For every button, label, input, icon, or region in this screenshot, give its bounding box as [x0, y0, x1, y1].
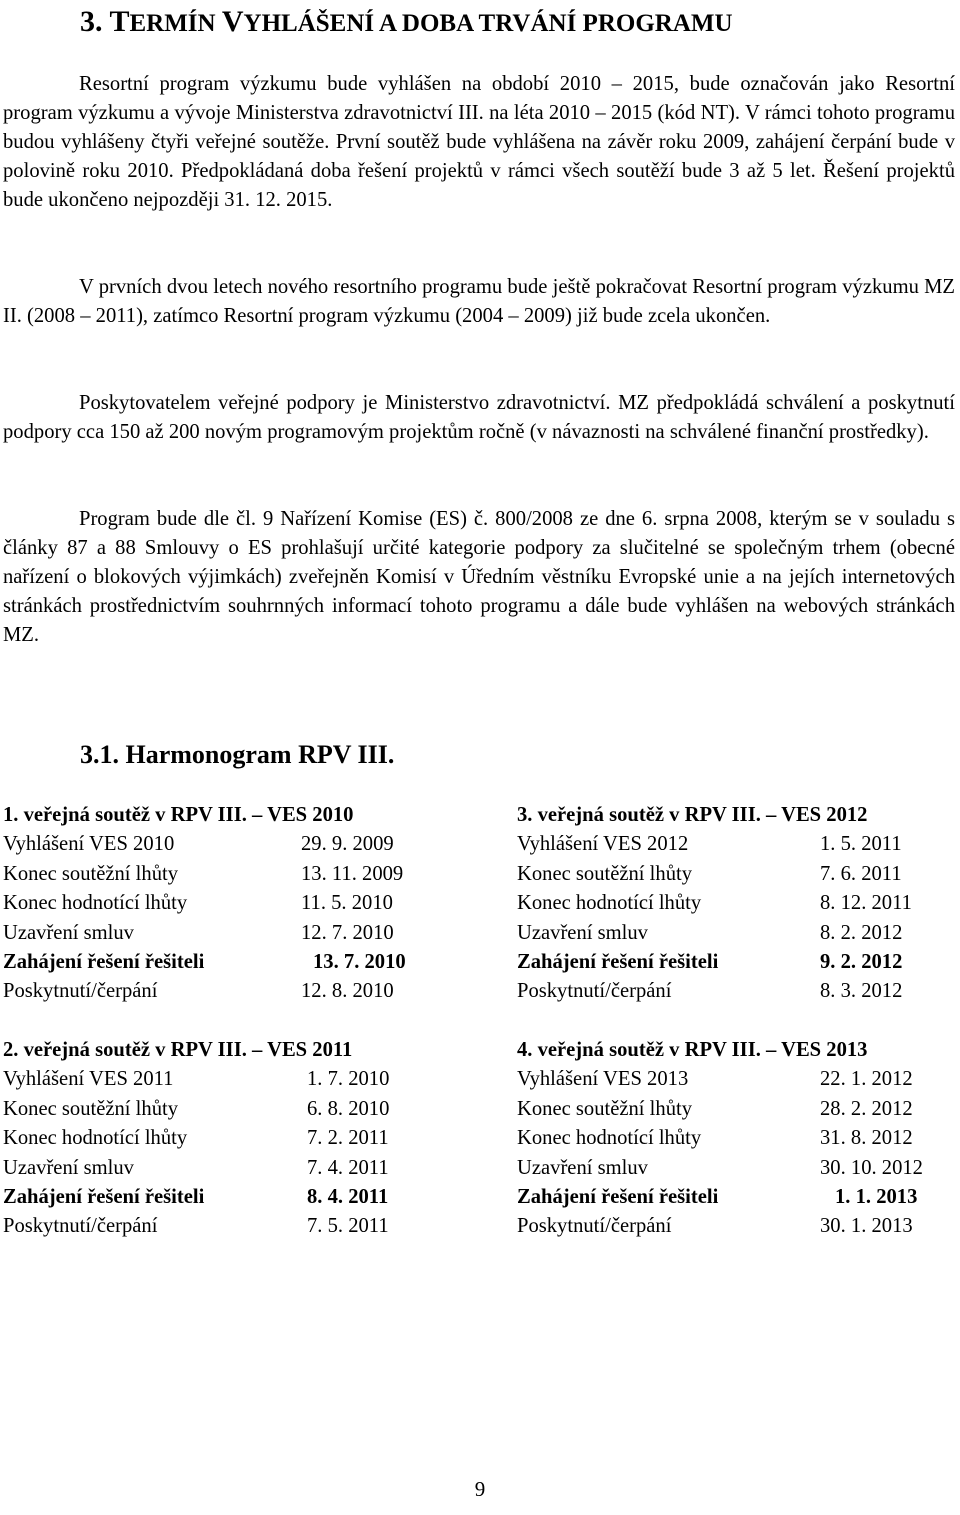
schedule-row [517, 1095, 960, 1124]
schedule-date: 11. 5. 2010 [301, 892, 393, 915]
schedule-label: Poskytnutí/čerpání [3, 1215, 158, 1238]
competition-title: 3. veřejná soutěž v RPV III. – VES 2012 [517, 804, 868, 826]
schedule-label: Uzavření smluv [3, 921, 134, 944]
schedule-date: 7. 2. 2011 [307, 1127, 389, 1150]
schedule-date: 1. 1. 2013 [835, 1185, 918, 1208]
schedule-row [517, 919, 960, 948]
schedule-label: Konec soutěžní lhůty [517, 862, 693, 885]
schedule-date: 29. 9. 2009 [301, 833, 394, 856]
section-heading [80, 4, 940, 42]
schedule-row [3, 889, 453, 918]
schedule-date: 12. 8. 2010 [301, 980, 394, 1003]
paragraph-previous-programs: V prvních dvou letech nového resortního programu bude ještě pokračovat Resortní program výzkumu MZ II. (2008 – 2011), zatímco Resortní program výzkumu (2004 – 2009) již bude zcela ukončen. [3, 276, 955, 327]
section-number: 3. [80, 5, 103, 38]
schedule-date: 6. 8. 2010 [307, 1097, 390, 1120]
schedule-label: Konec hodnotící lhůty [3, 892, 188, 915]
schedule-date: 8. 4. 2011 [307, 1185, 389, 1208]
schedule-label: Vyhlášení VES 2010 [3, 833, 175, 856]
schedule-label: Poskytnutí/čerpání [517, 980, 672, 1003]
schedule-row [517, 860, 960, 889]
schedule-label: Konec hodnotící lhůty [517, 1127, 702, 1150]
schedule-row [3, 830, 453, 859]
competition-block-2 [3, 1036, 453, 1242]
schedule-date: 13. 7. 2010 [313, 950, 406, 973]
schedule-row [3, 1183, 453, 1212]
schedule-date: 8. 3. 2012 [820, 980, 903, 1003]
schedule-date: 30. 10. 2012 [820, 1156, 923, 1179]
schedule-date: 7. 5. 2011 [307, 1215, 389, 1238]
schedule-label: Poskytnutí/čerpání [3, 980, 158, 1003]
schedule-date: 30. 1. 2013 [820, 1215, 913, 1238]
schedule-row [3, 1154, 453, 1183]
competition-block-1 [3, 801, 453, 1007]
heading-part-2: YHLÁŠENÍ A DOBA TRVÁNÍ PROGRAMU [243, 10, 733, 37]
paragraph-regulation: Program bude dle čl. 9 Nařízení Komise (ES) č. 800/2008 ze dne 6. srpna 2008, kterým se v souladu s články 87 a 88 Smlouvy o ES prohlašují určité kategorie podpory za slučitelné se společným trhem (obecné nařízení o blokových výjimkách) zveřejněn Komisí v Úředním věstníku Evropské unie a na jejích internetových stránkách prostřednictvím souhrnných informací tohoto programu a dále bude vyhlášen na webových stránkách MZ. [3, 508, 955, 646]
schedule-row [3, 1124, 453, 1153]
schedule-label: Vyhlášení VES 2012 [517, 833, 689, 856]
schedule-row [517, 1124, 960, 1153]
schedule-label: Konec hodnotící lhůty [3, 1127, 188, 1150]
schedule-date: 1. 7. 2010 [307, 1068, 390, 1091]
schedule-label: Konec soutěžní lhůty [3, 862, 179, 885]
schedule-date: 9. 2. 2012 [820, 950, 903, 973]
schedule-label: Vyhlášení VES 2013 [517, 1068, 689, 1091]
schedule-row [517, 1154, 960, 1183]
heading-initial-t: T [109, 5, 130, 38]
schedule-date: 22. 1. 2012 [820, 1068, 913, 1091]
paragraph-provider: Poskytovatelem veřejné podpory je Ministerstvo zdravotnictví. MZ předpokládá schválení a poskytnutí podpory cca 150 až 200 novým programovým projektům ročně (v návaznosti na schválené finanční prostředky). [3, 392, 955, 443]
schedule-label: Konec soutěžní lhůty [517, 1097, 693, 1120]
schedule-row [517, 948, 960, 977]
schedule-date: 8. 12. 2011 [820, 892, 912, 915]
schedule-date: 7. 4. 2011 [307, 1156, 389, 1179]
schedule-label: Zahájení řešení řešiteli [3, 1185, 205, 1208]
subsection-heading: 3.1. Harmonogram RPV III. [80, 740, 395, 769]
competition-block-4 [517, 1036, 960, 1242]
schedule-label: Konec hodnotící lhůty [517, 892, 702, 915]
schedule-row [3, 1065, 453, 1094]
schedule-row [3, 1095, 453, 1124]
schedule-label: Uzavření smluv [517, 921, 648, 944]
schedule-row [3, 860, 453, 889]
schedule-label: Vyhlášení VES 2011 [3, 1068, 174, 1091]
competition-title: 1. veřejná soutěž v RPV III. – VES 2010 [3, 804, 354, 826]
schedule-date: 8. 2. 2012 [820, 921, 903, 944]
schedule-row [3, 919, 453, 948]
schedule-row [3, 977, 453, 1006]
schedule-row [517, 1183, 960, 1212]
schedule-label: Zahájení řešení řešiteli [3, 950, 205, 973]
paragraph-program-announcement: Resortní program výzkumu bude vyhlášen na období 2010 – 2015, bude označován jako Resortní program výzkumu a vývoje Ministerstva zdravotnictví III. na léta 2010 – 2015 (kód NT). V rámci tohoto programu budou vyhlášeny čtyři veřejné soutěže. První soutěž bude vyhlášena na závěr roku 2009, zahájení čerpání bude v polovině roku 2010. Předpokládaná doba řešení projektů v rámci všech soutěží bude 3 až 5 let. Řešení projektů bude ukončeno nejpozději 31. 12. 2015. [3, 73, 955, 211]
competition-title: 4. veřejná soutěž v RPV III. – VES 2013 [517, 1039, 868, 1061]
schedule-label: Zahájení řešení řešiteli [517, 950, 719, 973]
schedule-label: Konec soutěžní lhůty [3, 1097, 179, 1120]
heading-initial-v: V [221, 5, 244, 38]
schedule-date: 31. 8. 2012 [820, 1127, 913, 1150]
schedule-row [3, 1212, 453, 1241]
schedule-date: 12. 7. 2010 [301, 921, 394, 944]
schedule-row [517, 1065, 960, 1094]
schedule-label: Uzavření smluv [3, 1156, 134, 1179]
competition-block-3 [517, 801, 960, 1007]
schedule-date: 1. 5. 2011 [820, 833, 902, 856]
heading-part-1: ERMÍN [129, 10, 222, 37]
schedule-row [517, 1212, 960, 1241]
schedule-label: Poskytnutí/čerpání [517, 1215, 672, 1238]
schedule-date: 28. 2. 2012 [820, 1097, 913, 1120]
schedule-row [517, 977, 960, 1006]
page-number: 9 [474, 1477, 486, 1501]
schedule-date: 7. 6. 2011 [820, 862, 902, 885]
schedule-row [3, 948, 453, 977]
schedule-date: 13. 11. 2009 [301, 862, 404, 885]
competition-title: 2. veřejná soutěž v RPV III. – VES 2011 [3, 1039, 353, 1061]
schedule-row [517, 830, 960, 859]
schedule-label: Uzavření smluv [517, 1156, 648, 1179]
schedule-label: Zahájení řešení řešiteli [517, 1185, 719, 1208]
schedule-row [517, 889, 960, 918]
